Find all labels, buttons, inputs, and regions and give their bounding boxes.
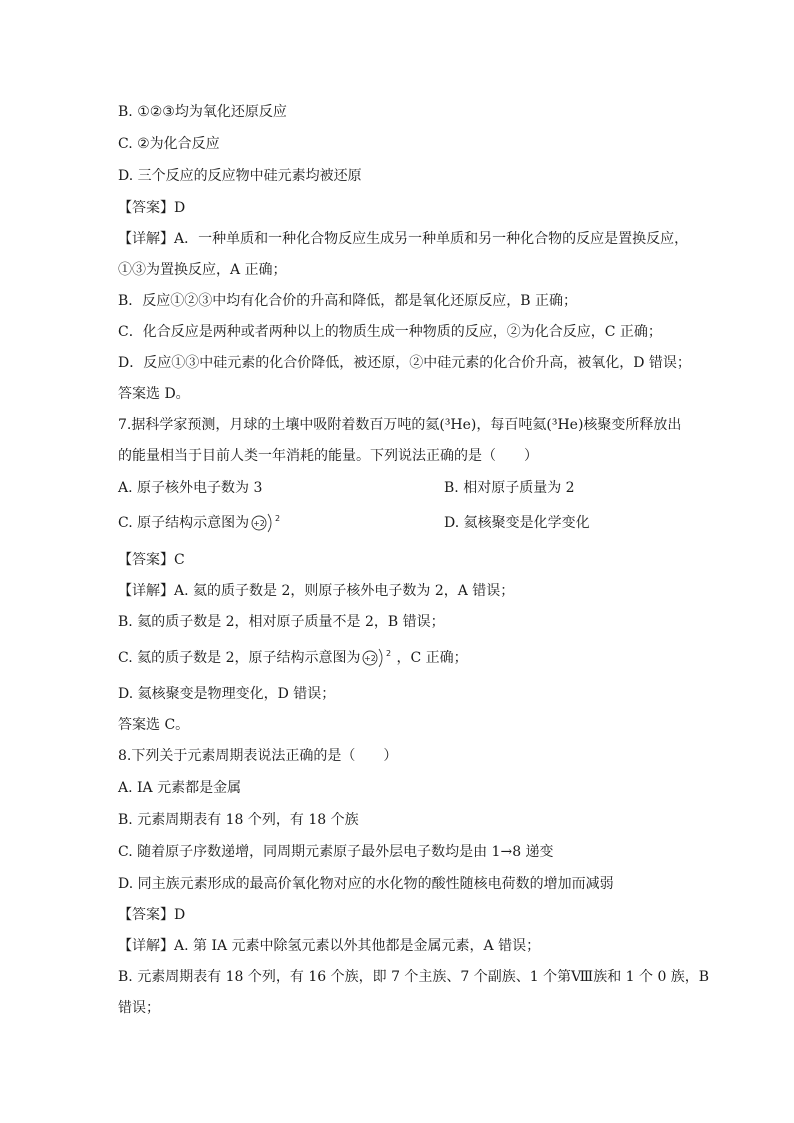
q8-detail-b-line-2: 错误； [118,1000,160,1016]
q7-option-b: B. 相对原子质量为 2 [444,480,575,496]
q7-option-d: D. 氦核聚变是化学变化 [444,515,590,531]
q6-detail-line-1: 【详解】A．一种单质和一种化合物反应生成另一种单质和另一种化合物的反应是置换反应， [118,231,689,247]
q7-stem-line-1: 7.据科学家预测，月球的土壤中吸附着数百万吨的氦(³He)，每百吨氦(³He)核聚变所释放出 [118,417,682,433]
helium-atom-diagram [360,647,396,669]
q6-detail-line-4: C．化合反应是两种或者两种以上的物质生成一种物质的反应，②为化合反应，C 正确； [118,324,662,340]
q6-detail-line-5: D．反应①③中硅元素的化合价降低，被还原，②中硅元素的化合价升高，被氧化，D 错误； [118,355,691,371]
q7-answer: 【答案】C [118,552,185,568]
q6-conclusion: 答案选 D。 [118,386,190,402]
q7-detail-b: B. 氦的质子数是 2，相对原子质量不是 2，B 错误； [118,614,445,630]
shell-electron-count: 2 [275,514,281,523]
q8-detail-b-line-1: B. 元素周期表有 18 个列，有 16 个族，即 7 个主族、7 个副族、1 个第Ⅷ族和 1 个 0 族，B [118,969,710,985]
helium-atom-diagram [249,512,285,534]
q7-conclusion: 答案选 C。 [118,717,190,733]
q7-detail-c [118,647,468,669]
q8-option-a: A. IA 元素都是金属 [118,780,242,796]
q7-stem-line-2: 的能量相当于目前人类一年消耗的能量。下列说法正确的是（ ） [118,448,538,464]
q7-option-c [118,512,285,534]
q7-detail-c-tail: ，C 正确； [396,650,468,666]
q6-detail-line-3: B．反应①②③中均有化合价的升高和降低，都是氧化还原反应，B 正确； [118,293,578,309]
q6-option-b: B. ①②③均为氧化还原反应 [118,104,287,120]
q8-detail-a: 【详解】A. 第 IA 元素中除氢元素以外其他都是金属元素，A 错误； [118,938,541,954]
q8-option-d: D. 同主族元素形成的最高价氧化物对应的水化物的酸性随核电荷数的增加而减弱 [118,876,614,892]
q7-option-a: A. 原子核外电子数为 3 [118,480,263,496]
nucleus-charge: +2 [253,519,266,528]
q8-option-c: C. 随着原子序数递增，同周期元素原子最外层电子数均是由 1→8 递变 [118,844,554,860]
q6-detail-line-2: ①③为置换反应，A 正确； [118,262,287,278]
q7-detail-c-text: C. 氦的质子数是 2，原子结构示意图为 [118,650,361,666]
q7-detail-d: D. 氦核聚变是物理变化，D 错误； [118,686,336,702]
q8-option-b: B. 元素周期表有 18 个列，有 18 个族 [118,812,359,828]
q6-answer: 【答案】D [118,200,186,216]
nucleus-charge: +2 [364,654,377,663]
q6-option-d: D. 三个反应的反应物中硅元素均被还原 [118,168,362,184]
q8-answer: 【答案】D [118,907,186,923]
q7-detail-a: 【详解】A. 氦的质子数是 2，则原子核外电子数为 2，A 错误； [118,583,515,599]
q8-stem: 8.下列关于元素周期表说法正确的是（ ） [118,748,398,764]
shell-electron-count: 2 [386,649,392,658]
q7-option-c-text: C. 原子结构示意图为 [118,515,250,531]
q6-option-c: C. ②为化合反应 [118,136,220,152]
